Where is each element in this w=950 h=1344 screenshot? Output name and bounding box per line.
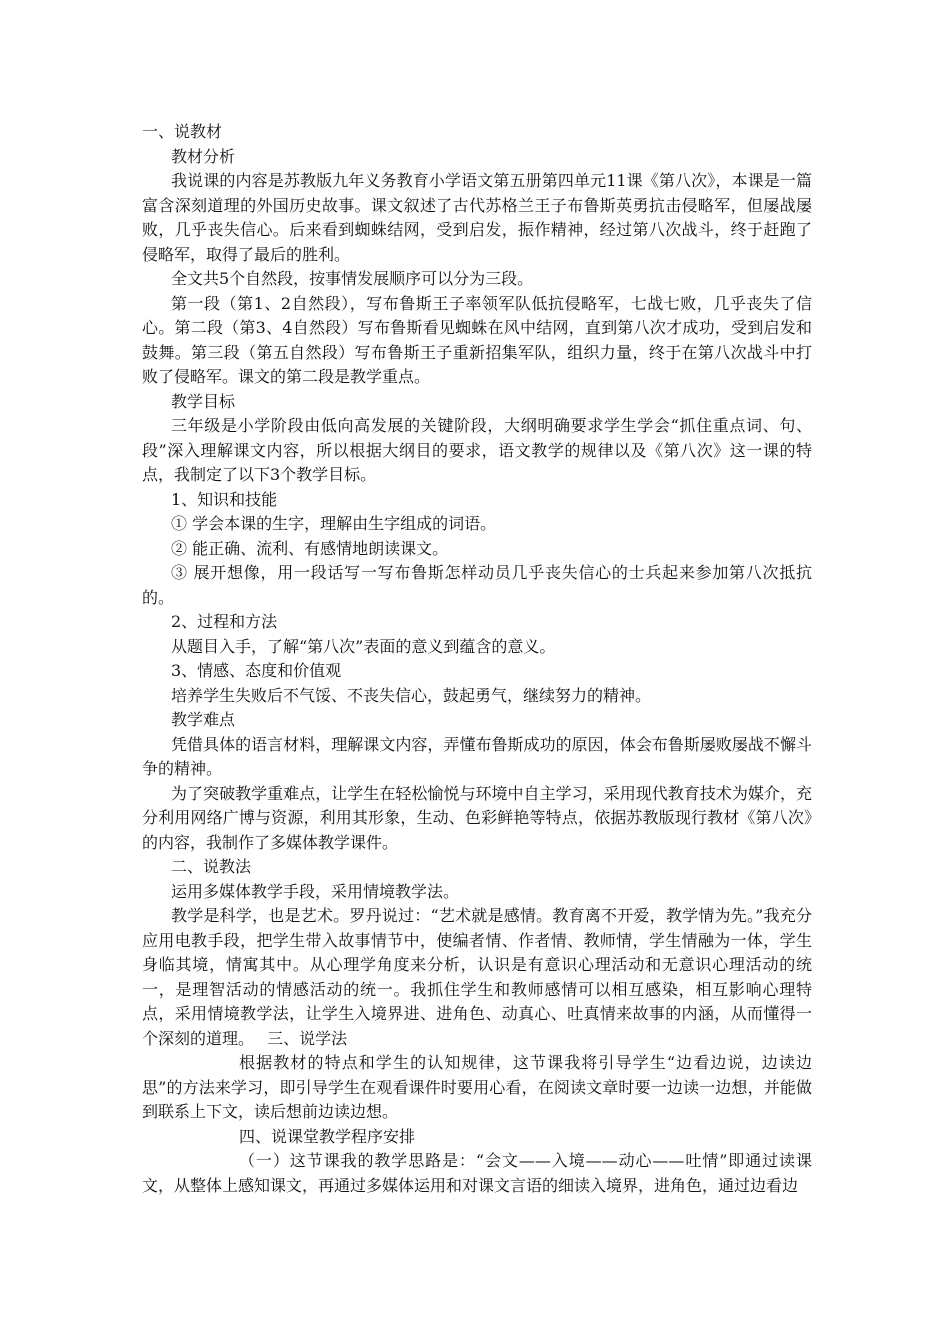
- paragraph: 全文共5个自然段，按事情发展顺序可以分为三段。: [171, 269, 534, 288]
- paragraph: 培养学生失败后不气馁、不丧失信心，鼓起勇气，继续努力的精神。: [171, 685, 652, 705]
- list-heading-emotion: 3、情感、态度和价值观: [171, 661, 342, 680]
- subheading-teaching-goals: 教学目标: [171, 391, 236, 411]
- section-heading-procedure: 四、说课堂教学程序安排: [239, 1126, 416, 1146]
- list-heading-knowledge: 1、知识和技能: [171, 489, 278, 509]
- paragraph: 三年级是小学阶段由低向高发展的关键阶段，大纲明确要求学生学会“抓住重点词、句、段”深入理解课文内容，所以根据大纲目的要求，语文教学的规律以及《第八次》这一课的特点，我制定了以下3个教学目标。: [142, 416, 812, 484]
- section-heading-textbook: 一、说教材: [142, 122, 223, 141]
- document-body: [142, 120, 812, 1198]
- paragraph: 我说课的内容是苏教版九年义务教育小学语文第五册第四单元11课《第八次》，本课是一篇富含深刻道理的外国历史故事。课文叙述了古代苏格兰王子布鲁斯英勇抗击侵略军，但屡战屡败，几乎丧失信心。后来看到蜘蛛结网，受到启发，振作精神，经过第八次战斗，终于赶跑了侵略军，取得了最后的胜利。: [142, 171, 812, 264]
- paragraph: 第一段（第1、2自然段），写布鲁斯王子率领军队低抗侵略军，七战七败，几乎丧失了信心。第二段（第3、4自然段）写布鲁斯看见蜘蛛在风中结网，直到第八次才成功，受到启发和鼓舞。第三段（第五自然段）写布鲁斯王子重新招集军队，组织力量，终于在第八次战斗中打败了侵略军。课文的第二段是教学重点。: [142, 293, 812, 386]
- list-item: ③ 展开想像，用一段话写一写布鲁斯怎样动员几乎丧失信心的士兵起来参加第八次抵抗的。: [142, 563, 812, 607]
- paragraph: 从题目入手，了解“第八次”表面的意义到蕴含的意义。: [171, 636, 556, 656]
- subheading-textbook-analysis: 教材分析: [171, 146, 236, 166]
- paragraph: 教学是科学，也是艺术。罗丹说过：“艺术就是感情。教育离不开爱，教学情为先。”我充分应用电教手段，把学生带入故事情节中，使编者情、作者情、教师情，学生情融为一体，学生身临其境，情寓其中。从心理学角度来分析，认识是有意识心理活动和无意识心理活动的统一，是理智活动的情感活动的统一。我抓住学生和教师感情可以相互感染，相互影响心理特点，采用情境教学法，让学生入境界进、进角色、动真心、吐真情来故事的内涵，从而懂得一个深刻的道理。 三、说学法: [142, 906, 812, 1048]
- list-item: ① 学会本课的生字，理解由生字组成的词语。: [171, 514, 497, 533]
- paragraph: 凭借具体的语言材料，理解课文内容，弄懂布鲁斯成功的原因，体会布鲁斯屡败屡战不懈斗争的精神。: [142, 734, 812, 778]
- paragraph: 运用多媒体教学手段，采用情境教学法。: [171, 881, 460, 901]
- paragraph: （一）这节课我的教学思路是：“会文——入境——动心——吐情”即通过读课文，从整体上感知课文，再通过多媒体运用和对课文言语的细读入境界，进角色，通过边看边: [142, 1151, 812, 1195]
- paragraph: 根据教材的特点和学生的认知规律，这节课我将引导学生“边看边说，边读边思”的方法来学习，即引导学生在观看课件时要用心看，在阅读文章时要一边读一边想，并能做到联系上下文，读后想前边读边想。: [142, 1053, 812, 1121]
- subheading-difficulty: 教学难点: [171, 710, 236, 729]
- section-heading-teaching-method: 二、说教法: [171, 857, 252, 876]
- list-heading-process: 2、过程和方法: [171, 612, 278, 631]
- list-item: ② 能正确、流利、有感情地朗读课文。: [171, 538, 449, 558]
- paragraph: 为了突破教学重难点，让学生在轻松愉悦与环境中自主学习，采用现代教育技术为媒介，充分利用网络广博与资源，利用其形象，生动、色彩鲜艳等特点，依据苏教版现行教材《第八次》的内容，我制作了多媒体教学课件。: [142, 783, 812, 852]
